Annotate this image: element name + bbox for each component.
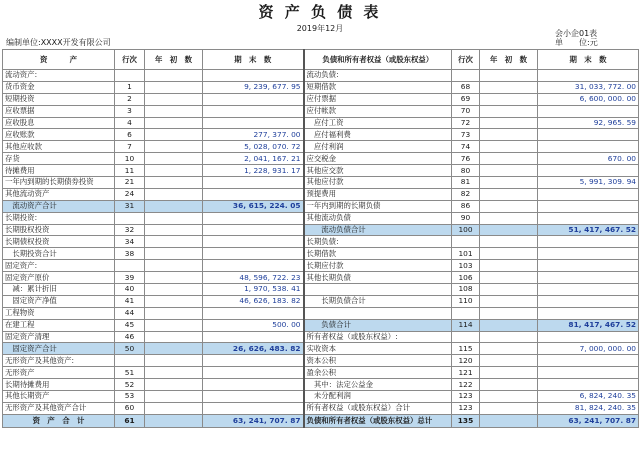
liability-line: 103	[452, 260, 480, 272]
asset-begin	[145, 212, 203, 224]
asset-label: 减：累计折旧	[3, 284, 115, 296]
asset-line: 4	[115, 117, 145, 129]
liability-total-label: 负债和所有者权益（或股东权益）总计	[304, 414, 452, 427]
asset-end	[203, 331, 304, 343]
liability-begin	[480, 200, 538, 212]
form-number: 会小企01表	[555, 29, 598, 38]
liability-begin	[480, 272, 538, 284]
asset-line: 44	[115, 307, 145, 319]
asset-line: 52	[115, 379, 145, 391]
table-row	[3, 343, 639, 355]
liability-line: 121	[452, 367, 480, 379]
liability-label: 应交税金	[304, 153, 452, 165]
asset-begin	[145, 284, 203, 296]
asset-line: 41	[115, 295, 145, 307]
table-row	[3, 307, 639, 319]
asset-begin	[145, 165, 203, 177]
liability-end	[538, 105, 639, 117]
liability-label	[304, 284, 452, 296]
liability-line: 81	[452, 177, 480, 189]
liability-end	[538, 200, 639, 212]
asset-label: 一年内到期的长期债券投资	[3, 177, 115, 189]
table-row	[3, 295, 639, 307]
liability-begin	[480, 402, 538, 414]
liability-line: 68	[452, 81, 480, 93]
liability-line: 90	[452, 212, 480, 224]
header-begin: 年 初 数	[145, 50, 203, 70]
liability-line	[452, 70, 480, 82]
liability-end	[538, 248, 639, 260]
asset-label: 短期投资	[3, 93, 115, 105]
liability-begin	[480, 165, 538, 177]
company-name: 编制单位:XXXX开发有限公司	[6, 38, 111, 47]
asset-line: 10	[115, 153, 145, 165]
asset-end	[203, 188, 304, 200]
asset-end: 5, 028, 070. 72	[203, 141, 304, 153]
asset-begin	[145, 331, 203, 343]
liability-label: 应付帐款	[304, 105, 452, 117]
liability-line: 122	[452, 379, 480, 391]
liability-label: 长期负债:	[304, 236, 452, 248]
liability-line: 108	[452, 284, 480, 296]
liability-end	[538, 165, 639, 177]
asset-begin	[145, 141, 203, 153]
asset-begin	[145, 379, 203, 391]
liability-begin	[480, 224, 538, 236]
table-row	[3, 212, 639, 224]
liability-end	[538, 141, 639, 153]
liability-end	[538, 284, 639, 296]
asset-end	[203, 355, 304, 367]
asset-line	[115, 355, 145, 367]
asset-label: 货币资金	[3, 81, 115, 93]
table-row	[3, 93, 639, 105]
asset-end: 500. 00	[203, 319, 304, 331]
asset-end: 48, 596, 722. 23	[203, 272, 304, 284]
asset-begin	[145, 391, 203, 403]
table-row	[3, 391, 639, 403]
liability-line	[452, 236, 480, 248]
table-row	[3, 402, 639, 414]
asset-line	[115, 212, 145, 224]
liability-label: 其他长期负债	[304, 272, 452, 284]
liability-label: 长期应付款	[304, 260, 452, 272]
asset-label: 固定资产合计	[3, 343, 115, 355]
liability-line: 82	[452, 188, 480, 200]
asset-line: 3	[115, 105, 145, 117]
asset-line	[115, 260, 145, 272]
asset-line: 1	[115, 81, 145, 93]
liability-label: 其他应付款	[304, 177, 452, 189]
asset-begin	[145, 93, 203, 105]
liability-begin	[480, 343, 538, 355]
liability-total-begin	[480, 414, 538, 427]
asset-end	[203, 402, 304, 414]
asset-line: 51	[115, 367, 145, 379]
asset-line: 2	[115, 93, 145, 105]
liability-label	[304, 307, 452, 319]
asset-label: 固定资产净值	[3, 295, 115, 307]
liability-label: 长期负债合计	[304, 295, 452, 307]
liability-total-line: 135	[452, 414, 480, 427]
asset-label: 应收股息	[3, 117, 115, 129]
asset-begin	[145, 367, 203, 379]
liability-begin	[480, 260, 538, 272]
asset-total-line: 61	[115, 414, 145, 427]
asset-line: 31	[115, 200, 145, 212]
liability-label: 未分配利润	[304, 391, 452, 403]
table-row	[3, 248, 639, 260]
balance-sheet-table	[2, 49, 639, 428]
asset-total-end: 63, 241, 707. 87	[203, 414, 304, 427]
asset-line: 38	[115, 248, 145, 260]
liability-label: 流动负债合计	[304, 224, 452, 236]
asset-begin	[145, 402, 203, 414]
liability-end: 6, 600, 000. 00	[538, 93, 639, 105]
liability-end	[538, 272, 639, 284]
asset-label: 固定资产原价	[3, 272, 115, 284]
currency-unit: 单 位:元	[555, 38, 598, 47]
asset-label: 应收票据	[3, 105, 115, 117]
report-date: 2019年12月	[296, 24, 344, 33]
table-row	[3, 331, 639, 343]
asset-line: 40	[115, 284, 145, 296]
asset-label: 长期投资:	[3, 212, 115, 224]
liability-line: 72	[452, 117, 480, 129]
liability-begin	[480, 307, 538, 319]
asset-begin	[145, 248, 203, 260]
asset-end	[203, 307, 304, 319]
asset-label: 长期待摊费用	[3, 379, 115, 391]
asset-begin	[145, 200, 203, 212]
liability-end	[538, 129, 639, 141]
liability-begin	[480, 331, 538, 343]
total-row	[3, 414, 639, 427]
header-liability: 负债和所有者权益（或股东权益）	[304, 50, 452, 70]
asset-line	[115, 70, 145, 82]
asset-begin	[145, 224, 203, 236]
header-line: 行次	[115, 50, 145, 70]
header-line-2: 行次	[452, 50, 480, 70]
liability-begin	[480, 129, 538, 141]
asset-end	[203, 248, 304, 260]
asset-label: 长期投资合计	[3, 248, 115, 260]
liability-line: 74	[452, 141, 480, 153]
liability-begin	[480, 177, 538, 189]
table-row	[3, 224, 639, 236]
asset-end	[203, 177, 304, 189]
table-row	[3, 272, 639, 284]
asset-end	[203, 105, 304, 117]
liability-begin	[480, 391, 538, 403]
liability-begin	[480, 153, 538, 165]
asset-line: 60	[115, 402, 145, 414]
liability-line: 69	[452, 93, 480, 105]
liability-end	[538, 236, 639, 248]
liability-line: 101	[452, 248, 480, 260]
liability-line: 120	[452, 355, 480, 367]
liability-line: 123	[452, 391, 480, 403]
asset-label: 存货	[3, 153, 115, 165]
asset-begin	[145, 295, 203, 307]
table-row	[3, 188, 639, 200]
header-begin-2: 年 初 数	[480, 50, 538, 70]
liability-label: 长期借款	[304, 248, 452, 260]
asset-label: 无形资产及其他资产合计	[3, 402, 115, 414]
asset-begin	[145, 117, 203, 129]
liability-begin	[480, 188, 538, 200]
asset-label: 待摊费用	[3, 165, 115, 177]
asset-end	[203, 367, 304, 379]
liability-end	[538, 331, 639, 343]
liability-line	[452, 307, 480, 319]
asset-end	[203, 117, 304, 129]
liability-label: 负债合计	[304, 319, 452, 331]
table-row	[3, 129, 639, 141]
liability-begin	[480, 70, 538, 82]
liability-end	[538, 379, 639, 391]
table-row	[3, 284, 639, 296]
liability-begin	[480, 367, 538, 379]
asset-total-begin	[145, 414, 203, 427]
liability-begin	[480, 141, 538, 153]
table-row	[3, 200, 639, 212]
table-row	[3, 105, 639, 117]
liability-label: 所有者权益（或股东权益）:	[304, 331, 452, 343]
asset-end: 2, 041, 167. 21	[203, 153, 304, 165]
asset-end: 26, 626, 483. 82	[203, 343, 304, 355]
header-asset: 资 产	[3, 50, 115, 70]
asset-end: 46, 626, 183. 82	[203, 295, 304, 307]
asset-label: 固定资产清理	[3, 331, 115, 343]
asset-end	[203, 212, 304, 224]
liability-end: 81, 824, 240. 35	[538, 402, 639, 414]
liability-total-end: 63, 241, 707. 87	[538, 414, 639, 427]
liability-end	[538, 295, 639, 307]
asset-line: 21	[115, 177, 145, 189]
liability-label: 其他应交款	[304, 165, 452, 177]
liability-end: 6, 824, 240. 35	[538, 391, 639, 403]
liability-end	[538, 307, 639, 319]
table-row	[3, 117, 639, 129]
liability-line: 106	[452, 272, 480, 284]
liability-end: 31, 033, 772. 00	[538, 81, 639, 93]
asset-line: 50	[115, 343, 145, 355]
asset-label: 其他长期资产	[3, 391, 115, 403]
liability-label: 所有者权益（或股东权益）合计	[304, 402, 452, 414]
liability-label: 实收资本	[304, 343, 452, 355]
liability-end	[538, 355, 639, 367]
asset-line: 39	[115, 272, 145, 284]
table-row	[3, 81, 639, 93]
liability-end	[538, 70, 639, 82]
asset-end	[203, 236, 304, 248]
liability-line: 86	[452, 200, 480, 212]
liability-begin	[480, 295, 538, 307]
asset-end	[203, 379, 304, 391]
asset-begin	[145, 70, 203, 82]
liability-line: 115	[452, 343, 480, 355]
asset-begin	[145, 343, 203, 355]
liability-line: 123	[452, 402, 480, 414]
liability-begin	[480, 105, 538, 117]
liability-end	[538, 212, 639, 224]
liability-begin	[480, 117, 538, 129]
liability-end: 5, 991, 309. 94	[538, 177, 639, 189]
asset-begin	[145, 105, 203, 117]
liability-line: 100	[452, 224, 480, 236]
liability-line: 114	[452, 319, 480, 331]
liability-begin	[480, 212, 538, 224]
asset-label: 流动资产:	[3, 70, 115, 82]
liability-label: 流动负债:	[304, 70, 452, 82]
liability-line: 110	[452, 295, 480, 307]
asset-end	[203, 224, 304, 236]
liability-line: 76	[452, 153, 480, 165]
asset-end	[203, 391, 304, 403]
asset-label: 应收账款	[3, 129, 115, 141]
asset-label: 在建工程	[3, 319, 115, 331]
asset-begin	[145, 272, 203, 284]
liability-end	[538, 367, 639, 379]
asset-begin	[145, 307, 203, 319]
liability-end	[538, 188, 639, 200]
liability-end: 92, 965. 59	[538, 117, 639, 129]
asset-line: 46	[115, 331, 145, 343]
table-header-row	[3, 50, 639, 70]
asset-label: 长期债权投资	[3, 236, 115, 248]
table-row	[3, 153, 639, 165]
asset-end	[203, 70, 304, 82]
asset-end	[203, 93, 304, 105]
liability-line	[452, 331, 480, 343]
liability-label: 一年内到期的长期负债	[304, 200, 452, 212]
asset-begin	[145, 81, 203, 93]
table-row	[3, 177, 639, 189]
table-row	[3, 165, 639, 177]
asset-begin	[145, 260, 203, 272]
liability-label: 预提费用	[304, 188, 452, 200]
asset-label: 无形资产及其他资产:	[3, 355, 115, 367]
asset-begin	[145, 236, 203, 248]
table-row	[3, 379, 639, 391]
asset-label: 其他应收款	[3, 141, 115, 153]
liability-label: 其他流动负债	[304, 212, 452, 224]
asset-line: 53	[115, 391, 145, 403]
asset-begin	[145, 129, 203, 141]
asset-line: 24	[115, 188, 145, 200]
liability-begin	[480, 236, 538, 248]
asset-end	[203, 260, 304, 272]
asset-begin	[145, 153, 203, 165]
asset-label: 其他流动资产	[3, 188, 115, 200]
asset-begin	[145, 319, 203, 331]
liability-begin	[480, 379, 538, 391]
liability-end: 51, 417, 467. 52	[538, 224, 639, 236]
asset-line: 45	[115, 319, 145, 331]
liability-label: 应付票据	[304, 93, 452, 105]
liability-begin	[480, 319, 538, 331]
asset-label: 长期股权投资	[3, 224, 115, 236]
table-row	[3, 355, 639, 367]
liability-end	[538, 260, 639, 272]
asset-label: 工程物资	[3, 307, 115, 319]
liability-begin	[480, 355, 538, 367]
asset-total-label: 资 产 合 计	[3, 414, 115, 427]
asset-line: 6	[115, 129, 145, 141]
liability-label: 应付福利费	[304, 129, 452, 141]
asset-begin	[145, 355, 203, 367]
liability-label: 短期借款	[304, 81, 452, 93]
asset-line: 11	[115, 165, 145, 177]
table-row	[3, 236, 639, 248]
asset-end: 36, 615, 224. 05	[203, 200, 304, 212]
asset-begin	[145, 188, 203, 200]
liability-line: 73	[452, 129, 480, 141]
liability-label: 资本公积	[304, 355, 452, 367]
asset-end: 277, 377. 00	[203, 129, 304, 141]
liability-end: 670. 00	[538, 153, 639, 165]
asset-begin	[145, 177, 203, 189]
liability-label: 盈余公积	[304, 367, 452, 379]
liability-label: 应付工资	[304, 117, 452, 129]
header-end-2: 期 末 数	[538, 50, 639, 70]
liability-line: 70	[452, 105, 480, 117]
asset-line: 32	[115, 224, 145, 236]
asset-label: 固定资产:	[3, 260, 115, 272]
table-row	[3, 70, 639, 82]
table-row	[3, 260, 639, 272]
table-row	[3, 367, 639, 379]
asset-line: 34	[115, 236, 145, 248]
asset-line: 7	[115, 141, 145, 153]
table-row	[3, 319, 639, 331]
liability-label: 应付利润	[304, 141, 452, 153]
asset-end: 1, 970, 538. 41	[203, 284, 304, 296]
table-row	[3, 141, 639, 153]
liability-begin	[480, 248, 538, 260]
liability-begin	[480, 81, 538, 93]
asset-end: 1, 228, 931. 17	[203, 165, 304, 177]
liability-line: 80	[452, 165, 480, 177]
asset-label: 无形资产	[3, 367, 115, 379]
asset-label: 流动资产合计	[3, 200, 115, 212]
header-end: 期 末 数	[203, 50, 304, 70]
liability-end: 81, 417, 467. 52	[538, 319, 639, 331]
liability-begin	[480, 93, 538, 105]
liability-label: 其中：法定公益金	[304, 379, 452, 391]
liability-begin	[480, 284, 538, 296]
report-title: 资 产 负 债 表	[258, 3, 382, 21]
liability-end: 7, 000, 000. 00	[538, 343, 639, 355]
asset-end: 9, 239, 677. 95	[203, 81, 304, 93]
